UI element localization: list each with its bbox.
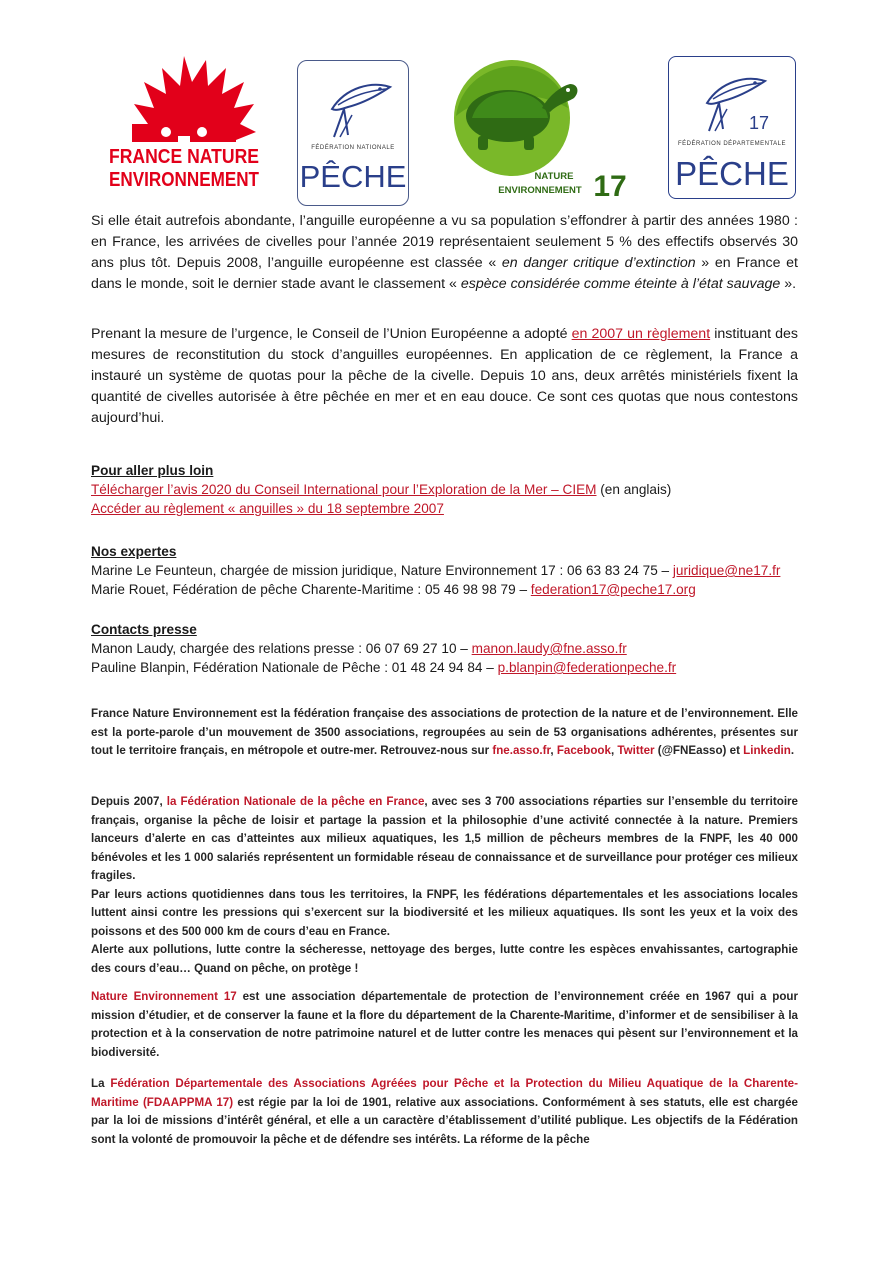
press-email-link[interactable]: manon.laudy@fne.asso.fr bbox=[471, 641, 627, 656]
press-email-link[interactable]: p.blanpin@federationpeche.fr bbox=[497, 660, 677, 675]
fdp-logo bbox=[668, 56, 796, 199]
fdp-logo-main: PÊCHE bbox=[675, 155, 789, 192]
about-ne17-paragraph: Nature Environnement 17 est une association départementale de protection de l’environnement créée en 1967 qui a pour mission d’étudier, et de conserver la faune et la flore du département de la Charente-Maritime, d’informer et de sensibiliser à la protection et à la conservation de notre patrimoine naturel et de lutter contre les menaces qui pèsent sur l’environnement et la biodiversité. bbox=[91, 990, 798, 1059]
fne-logo-line2: ENVIRONNEMENT bbox=[109, 169, 259, 191]
eel-regulation-link[interactable]: Accéder au règlement « anguilles » du 18 septembre 2007 bbox=[91, 501, 444, 516]
logo-bar bbox=[0, 52, 895, 202]
fdp-logo-number: 17 bbox=[749, 113, 770, 133]
expert-row: Marie Rouet, Fédération de pêche Charente-Maritime : 05 46 98 98 79 – federation17@peche17.org bbox=[91, 582, 696, 597]
press-heading: Contacts presse bbox=[91, 622, 197, 637]
press-section bbox=[91, 620, 798, 677]
regulation-text-a: Prenant la mesure de l’urgence, le Conseil de l’Union Européenne a adopté bbox=[91, 326, 572, 342]
regulation-paragraph bbox=[91, 324, 798, 429]
about-fne-paragraph: France Nature Environnement est la fédération française des associations de protection de la nature et de l’environnement. Elle est la porte-parole d’un mouvement de 3500 associations, regroupées au sein de 53 organisations adhérentes, présentes sur tout le territoire français, en métropole et outre-mer. Retrouvez-nous sur fne.asso.fr, Facebook, Twitter (@FNEasso) et Linkedin. bbox=[91, 707, 798, 757]
fish-icon bbox=[298, 65, 408, 145]
ne17-name: Nature Environnement 17 bbox=[91, 990, 237, 1003]
fne-logo-line1: FRANCE NATURE bbox=[109, 146, 259, 168]
about-fd-paragraph: La Fédération Départementale des Associations Agréées pour Pêche et la Protection du Milieu Aquatique de la Charente-Maritime (FDAAPPMA 17) est régie par la loi de 1901, relative aux associations. Conformément à ses statuts, elle est chargée par la loi de missions d’intérêt général, et elle a un caractère d’établissement d’utilité publique. Les objectifs de la Fédération sont la volonté de promouvoir la pêche et de défendre ses intérêts. La réforme de la pêche bbox=[91, 1077, 798, 1146]
fdp-logo-sub: FÉDÉRATION DÉPARTEMENTALE bbox=[677, 141, 787, 147]
fne-logo bbox=[104, 52, 264, 197]
fish-icon bbox=[669, 59, 795, 139]
fnp-logo-main: PÊCHE bbox=[299, 159, 407, 194]
ciem-advice-link[interactable]: Télécharger l’avis 2020 du Conseil International pour l’Exploration de la Mer – CIEM bbox=[91, 482, 597, 497]
expert-email-link[interactable]: juridique@ne17.fr bbox=[672, 563, 781, 578]
regulation-text-b: instituant des mesures de reconstitution du stock d’anguilles européennes. En application de ce règlement, la France a instauré un système de quotas pour la pêche de la civelle. Depuis 10 ans, deux arrêtés ministériels fixent la quantité de civelles autorisée à être pêchée en mer et en eau douce. Ce sont ces quotas que nous contestons aujourd’hui. bbox=[91, 326, 798, 426]
intro-text-a: Si elle était autrefois abondante, l’anguille européenne a vu sa population s’effondrer à partir des années 1980 : en France, les arrivées de civelles pour l’année 2019 représentaient seulement 5 % des effectifs observés 30 ans plus tôt. Depuis 2008, l’anguille européenne est classée « bbox=[91, 213, 798, 271]
ne17-logo-line1: NATURE bbox=[534, 171, 574, 182]
further-heading: Pour aller plus loin bbox=[91, 463, 214, 478]
fd-name: Fédération Départementale des Associations Agréées pour Pêche et la Protection du Milieu Aquatique de la Charente-Maritime (FDAAPPMA 17) bbox=[91, 1077, 798, 1109]
intro-text-extinct: espèce considérée comme éteinte à l’état sauvage bbox=[460, 276, 781, 292]
facebook-link[interactable]: Facebook bbox=[556, 744, 611, 757]
expert-email-link[interactable]: federation17@peche17.org bbox=[530, 582, 696, 597]
fnp-logo-sub: FÉDÉRATION NATIONALE bbox=[311, 145, 395, 151]
press-row: Pauline Blanpin, Fédération Nationale de Pêche : 01 48 24 94 84 – p.blanpin@federationpeche.fr bbox=[91, 660, 677, 675]
ne17-logo bbox=[450, 58, 635, 203]
intro-paragraph bbox=[91, 211, 798, 295]
regulation-2007-link[interactable]: en 2007 un règlement bbox=[571, 326, 711, 342]
intro-text-e: ». bbox=[780, 276, 797, 292]
ne17-logo-line2: ENVIRONNEMENT bbox=[498, 185, 582, 196]
linkedin-link[interactable]: Linkedin bbox=[743, 744, 791, 757]
twitter-link[interactable]: Twitter bbox=[617, 744, 655, 757]
intro-text-danger: en danger critique d’extinction bbox=[501, 255, 696, 271]
further-reading-section bbox=[91, 461, 798, 518]
turtle-icon bbox=[450, 58, 635, 203]
experts-heading: Nos expertes bbox=[91, 544, 177, 559]
ciem-advice-suffix: (en anglais) bbox=[596, 482, 672, 497]
fnpf-name: la Fédération Nationale de la pêche en France bbox=[166, 795, 425, 808]
hedgehog-icon bbox=[104, 52, 264, 197]
ne17-logo-number: 17 bbox=[593, 170, 627, 203]
intro-text-c: » en France et dans le monde, soit le dernier stade avant le classement « bbox=[91, 255, 798, 292]
expert-row: Marine Le Feunteun, chargée de mission juridique, Nature Environnement 17 : 06 63 83 24 75 – juridique@ne17.fr bbox=[91, 563, 781, 578]
experts-section bbox=[91, 542, 798, 599]
about-fnpf-paragraph: Depuis 2007, la Fédération Nationale de la pêche en France, avec ses 3 700 associations réparties sur l’ensemble du territoire français, organise la pêche de loisir et partage la passion et la philosophie d’une activité connectée à la nature. Premiers lanceurs d’alerte en cas d’atteintes aux milieux aquatiques, les 1,5 million de pêcheurs membres de la FNPF, les 40 000 bénévoles et les 1 000 salariés représentent un formidable réseau de connaissance et de surveillance pour protéger ces milieux fragiles. Par leurs actions quotidiennes dans tous les territoires, la FNPF, les fédérations départementales et les associations locales luttent ainsi contre les pressions qui s’exercent sur la biodiversité et les milieux aquatiques. Ils sont les yeux et la voix des poissons et des 500 000 km de cours d’eau en France. Alerte aux pollutions, lutte contre la sécheresse, nettoyage des berges, lutte contre les espèces envahissantes, cartographie des cours d’eau… Quand on pêche, on protège ! bbox=[91, 795, 799, 975]
press-row: Manon Laudy, chargée des relations presse : 06 07 69 27 10 – manon.laudy@fne.asso.fr bbox=[91, 641, 627, 656]
fne-site-link[interactable]: fne.asso.fr bbox=[492, 744, 551, 757]
fnp-logo bbox=[297, 60, 409, 206]
